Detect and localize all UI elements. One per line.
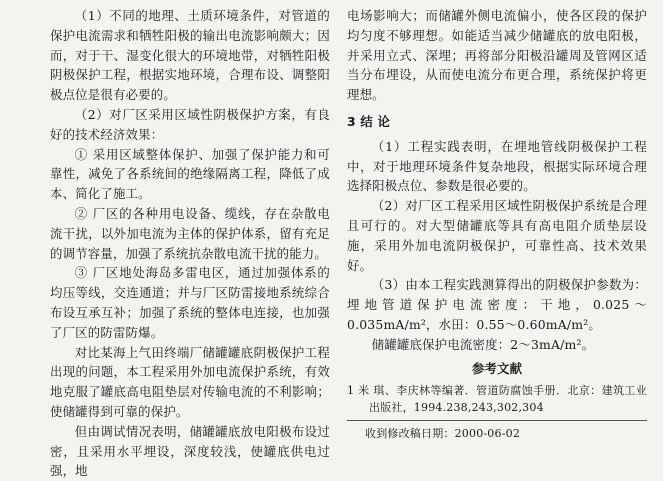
conclusion-item-1: （1）工程实践表明，在埋地管线阴极保护工程中，对于地理环境条件复杂地段，根据实际环境合理选择阳极点位、参数是很必要的。	[347, 138, 647, 194]
paragraph-soil-conditions: （1）不同的地理、土质环境条件，对管道的保护电流需求和牺牲阳极的输出电流影响颇大；因而，对于干、湿变化很大的环境地带，对牺牲阳极阴极保护工程，根据实地环境，合理布设、调整阳极点位是很有必要的。	[50, 8, 330, 103]
section-heading-conclusions: 3 结 论	[347, 113, 391, 129]
paragraph-commissioning: 但由调试情况表明，储罐罐底放电阳极布设过密，且采用水平埋设，深度较浅，使罐底供电过强，地	[50, 423, 330, 479]
reference-item-1: 1 米 琪、李庆林等编著．管道防腐蚀手册．北京：建筑工业出版社，1994.238,243,302,304	[347, 384, 647, 415]
list-item-stray-current: ② 厂区的各种用电设备、缆线，存在杂散电流干扰，以外加电流为主体的保护体系，留有充足的调节容量，加强了系统抗杂散电流干扰的能力。	[50, 205, 330, 261]
conclusion-item-2: （2）对厂区工程采用区域性阴极保护系统是合理且可行的。对大型储罐底等具有高电阻介质垫层设施，采用外加电流阴极保护，可靠性高、技术效果好。	[347, 198, 647, 273]
right-column	[347, 6, 647, 442]
paragraph-continuation: 电场影响大；而储罐外侧电流偏小，使各区段的保护均匀度不够理想。如能适当减少储罐底的放电阳极，并采用立式、深埋；再将部分阳极沿罐周及管网区适当分布埋设，从而使电流分布更合理，系统保护将更理想。	[347, 8, 647, 103]
footer-divider	[347, 420, 647, 421]
received-date: 收到修改稿日期：2000-06-02	[365, 427, 521, 441]
paragraph-regional-protection: （2）对厂区采用区域性阴极保护方案，有良好的技术经济效果：	[50, 106, 330, 142]
list-item-overall-protection: ① 采用区域整体保护、加强了保护能力和可靠性，减免了各系统间的绝缘隔离工程，降低了成本、简化了施工。	[50, 146, 330, 202]
conclusion-item-tank-density: 储罐罐底保护电流密度：2～3mA/m²。	[371, 336, 595, 352]
list-item-lightning-protection: ③ 厂区地处海岛多雷电区，通过加强体系的均压等线，交连通道；并与厂区防雷接地系统综合布设互承互补；加强了系统的整体电连接，也加强了厂区的防雷防爆。	[50, 265, 330, 340]
paragraph-comparison: 对比某海上气田终端厂储罐罐底阴极保护工程出现的问题，本工程采用外加电流保护系统，有效地克服了罐底高电阻垫层对传输电流的不利影响；使储罐得到可靠的保护。	[50, 344, 330, 419]
conclusion-item-3: （3）由本工程实践测算得出的阴极保护参数为：埋地管道保护电流密度：干地，0.025～0.035mA/m²，水田：0.55～0.60mA/m²。	[347, 277, 647, 332]
left-column	[50, 6, 330, 481]
references-heading: 参考文献	[471, 360, 523, 376]
